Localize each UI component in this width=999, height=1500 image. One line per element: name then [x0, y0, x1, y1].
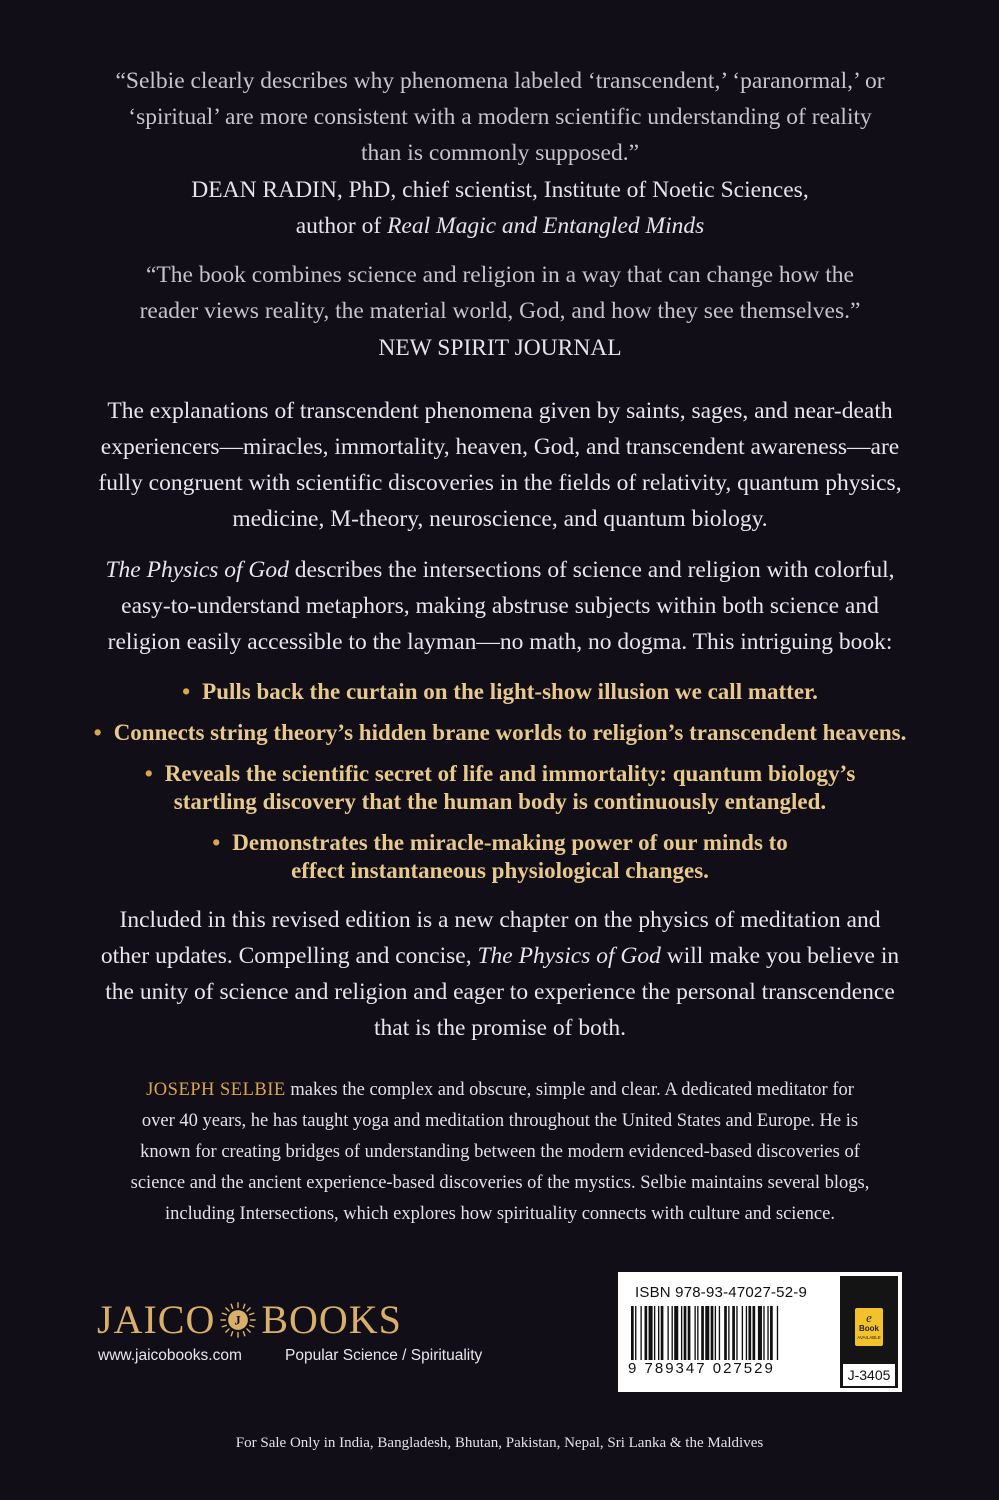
barcode-bar	[661, 1306, 664, 1360]
barcode-bar	[674, 1306, 678, 1360]
barcode-panel	[618, 1272, 902, 1392]
ebook-e: e	[866, 1310, 872, 1325]
description-paragraph-2	[70, 552, 930, 660]
author-name: JOSEPH SELBIE	[146, 1080, 286, 1100]
barcode-bar	[688, 1306, 691, 1360]
barcode-bar	[770, 1306, 773, 1360]
closing-text: other updates. Compelling and concise,	[100, 943, 478, 969]
barcode-bar	[748, 1306, 751, 1360]
closing-line	[70, 938, 930, 974]
closing-line: that is the promise of both.	[374, 1015, 626, 1041]
barcode-bars	[631, 1306, 835, 1360]
barcode-bar	[728, 1306, 729, 1360]
quote-line: “The book combines science and religion in a way that can change how the	[145, 262, 854, 288]
barcode-bar	[701, 1306, 704, 1360]
quote-1-attribution	[90, 172, 910, 244]
barcode-bar	[732, 1306, 735, 1360]
quote-2-attribution	[90, 330, 910, 366]
barcode-bar	[763, 1306, 764, 1360]
bio-line	[80, 1075, 920, 1106]
barcode-bar	[640, 1306, 641, 1360]
bullet-dot: •	[212, 830, 221, 855]
reviewer-name: NEW SPIRIT JOURNAL	[378, 335, 622, 361]
book-title: The Physics of God	[105, 557, 289, 583]
sale-territory-note: For Sale Only in India, Bangladesh, Bhutan, Pakistan, Nepal, Sri Lanka & the Maldives	[235, 1435, 764, 1451]
barcode-bar	[684, 1306, 687, 1360]
product-code: J-3405	[843, 1364, 895, 1386]
quote-line: than is commonly supposed.”	[360, 140, 640, 166]
reviewer-author-prefix: author of	[295, 213, 388, 239]
publisher-name-left: JAICO	[97, 1297, 216, 1342]
ebook-badge-icon	[855, 1308, 883, 1346]
closing-paragraph	[70, 902, 930, 1046]
quote-line: ‘spiritual’ are more consistent with a modern scientific understanding of reality	[128, 104, 872, 130]
book-category: Popular Science / Spirituality	[285, 1347, 483, 1364]
feature-bullet	[60, 719, 940, 747]
bullet-line: effect instantaneous physiological changes.	[291, 858, 709, 883]
barcode-bar	[753, 1306, 756, 1360]
bio-line: including Intersections, which explores how spirituality connects with culture and science.	[165, 1204, 835, 1224]
barcode-bar	[767, 1306, 768, 1360]
closing-line: the unity of science and religion and eager to experience the personal transcendence	[105, 979, 895, 1005]
ebook-text: Book	[859, 1324, 879, 1333]
bullet-line	[60, 829, 940, 857]
barcode-bar	[667, 1306, 668, 1360]
description-paragraph-1	[70, 393, 930, 537]
attribution-line-2	[90, 208, 910, 244]
publisher-name-right: BOOKS	[261, 1297, 402, 1342]
ebook-available: AVAILABLE	[857, 1335, 881, 1340]
barcode-bar	[758, 1306, 762, 1360]
barcode-bar	[658, 1306, 659, 1360]
barcode-bar	[719, 1306, 720, 1360]
bullet-dot: •	[182, 679, 191, 704]
barcode-bar	[746, 1306, 747, 1360]
description-line: easy-to-understand metaphors, making abstruse subjects within both science and	[121, 593, 879, 619]
logo-letter: J	[234, 1313, 242, 1328]
bullet-text: Demonstrates the miracle-making power of our minds to	[232, 830, 788, 855]
feature-bullet-list	[60, 678, 940, 898]
description-line: experiencers—miracles, immortality, heaven, God, and transcendent awareness—are	[100, 434, 900, 460]
isbn-label: ISBN 978-93-47027-52-9	[635, 1284, 808, 1301]
description-line: religion easily accessible to the layman—no math, no dogma. This intriguing book:	[107, 629, 893, 655]
publisher-website: www.jaicobooks.com	[98, 1347, 242, 1364]
closing-text: will make you believe in	[660, 943, 900, 969]
barcode-bar	[777, 1306, 778, 1360]
description-line	[70, 552, 930, 588]
barcode-bar	[654, 1306, 655, 1360]
attribution-line-1	[90, 172, 910, 208]
bio-text: makes the complex and obscure, simple and clear. A dedicated meditator for	[285, 1080, 854, 1100]
barcode-bar	[715, 1306, 716, 1360]
closing-line: Included in this revised edition is a new chapter on the physics of meditation and	[119, 907, 881, 933]
barcode-bar	[742, 1306, 743, 1360]
bio-line: over 40 years, he has taught yoga and meditation throughout the United States and Europe. He is	[141, 1111, 859, 1131]
barcode-bar	[711, 1306, 714, 1360]
barcode-digits: 9 789347 027529	[628, 1360, 775, 1377]
book-title: The Physics of God	[477, 943, 661, 969]
review-quote-1	[90, 63, 910, 171]
barcode-bar	[631, 1306, 634, 1360]
description-line: medicine, M-theory, neuroscience, and quantum biology.	[232, 506, 768, 532]
bullet-line	[60, 678, 940, 706]
description-text: describes the intersections of science and religion with colorful,	[288, 557, 895, 583]
sun-logo-icon	[220, 1302, 256, 1338]
bullet-dot: •	[93, 720, 102, 745]
feature-bullet	[60, 678, 940, 706]
quote-line: “Selbie clearly describes why phenomena labeled ‘transcendent,’ ‘paranormal,’ or	[115, 68, 885, 94]
reviewer-books: Real Magic and Entangled Minds	[387, 213, 705, 239]
publisher-logo	[97, 1296, 402, 1344]
feature-bullet	[60, 760, 940, 816]
barcode-bar	[694, 1306, 695, 1360]
barcode-bar	[697, 1306, 698, 1360]
author-bio	[80, 1075, 920, 1230]
description-line: fully congruent with scientific discoveries in the fields of relativity, quantum physics,	[98, 470, 902, 496]
barcode-bar	[635, 1306, 636, 1360]
bullet-line	[60, 719, 940, 747]
reviewer-name: DEAN RADIN	[191, 177, 337, 203]
barcode-bar	[645, 1306, 648, 1360]
bio-line: known for creating bridges of understanding between the modern evidenced-based discoveries of	[140, 1142, 860, 1162]
barcode-bar	[724, 1306, 727, 1360]
barcode-bar	[649, 1306, 653, 1360]
barcode-bar	[705, 1306, 709, 1360]
bio-line: science and the ancient experience-based discoveries of the mystics. Selbie maintains several blogs,	[130, 1173, 870, 1193]
review-quote-2	[90, 257, 910, 329]
barcode-bar	[681, 1306, 682, 1360]
barcode-bar	[672, 1306, 673, 1360]
bullet-dot: •	[144, 761, 153, 786]
bullet-line	[60, 760, 940, 788]
bullet-text: Connects string theory’s hidden brane worlds to religion’s transcendent heavens.	[113, 720, 907, 745]
reviewer-title: , PhD, chief scientist, Institute of Noetic Sciences,	[336, 177, 809, 203]
bullet-text: Reveals the scientific secret of life and immortality: quantum biology’s	[164, 761, 856, 786]
description-line: The explanations of transcendent phenomena given by saints, sages, and near-death	[107, 398, 893, 424]
bullet-text: Pulls back the curtain on the light-show illusion we call matter.	[202, 679, 818, 704]
barcode-bar	[736, 1306, 737, 1360]
quote-line: reader views reality, the material world, God, and how they see themselves.”	[139, 298, 861, 324]
feature-bullet	[60, 829, 940, 885]
bullet-line: startling discovery that the human body is continuously entangled.	[173, 789, 827, 814]
